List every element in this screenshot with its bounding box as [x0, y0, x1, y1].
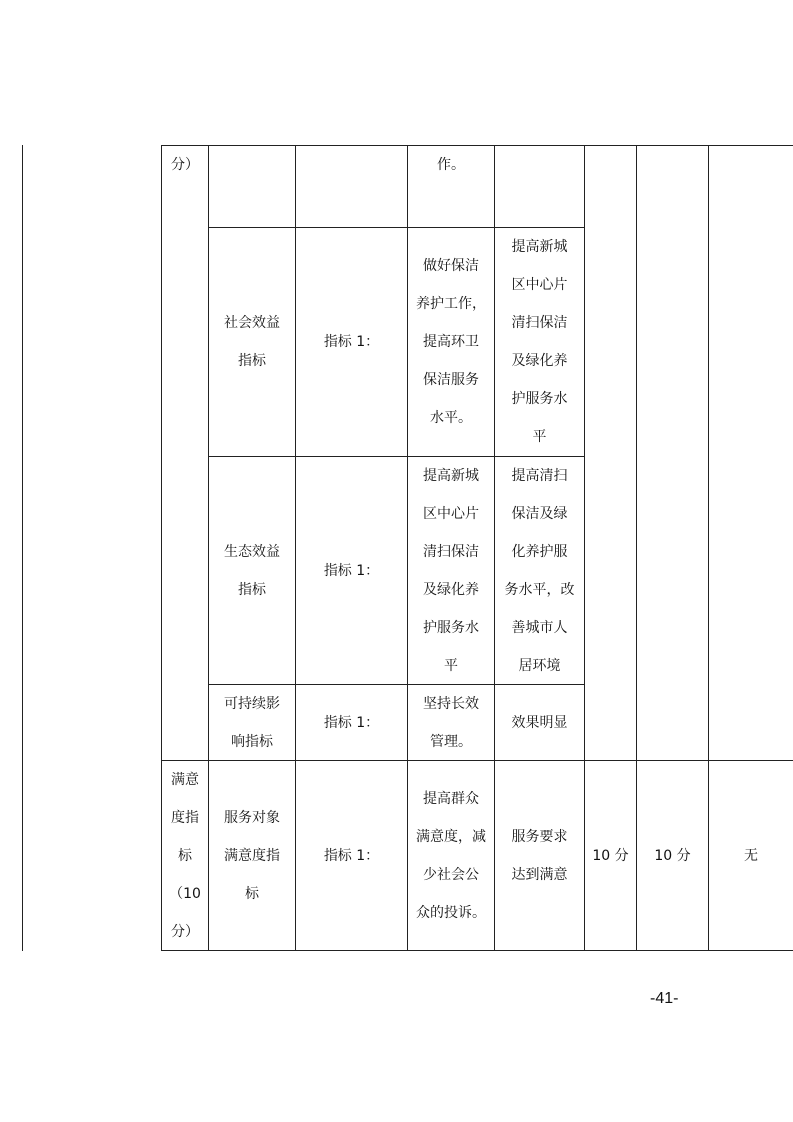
- satisfaction-sub-text: 服务对象 满意度指 标: [224, 809, 280, 902]
- satisfaction-note-text: 无: [744, 847, 758, 864]
- ecological-indicator-text: 指标 1：: [323, 562, 380, 579]
- sustainable-indicator-text: 指标 1：: [323, 714, 380, 731]
- sustainable-target-cell: [495, 685, 584, 760]
- social-sub-text: 社会效益 指标: [224, 315, 280, 369]
- satisfaction-actual-score-text: 10 分: [654, 847, 691, 864]
- sustainable-target-text: 效果明显: [511, 714, 568, 731]
- satisfaction-score-cell: [585, 761, 636, 950]
- satisfaction-category-cell: [162, 761, 208, 950]
- social-measure-text: 做好保洁 养护工作， 提高环卫 保洁服务 水平。: [416, 258, 486, 426]
- satisfaction-target-text: 服务要求 达到满意: [511, 828, 568, 883]
- continuation-category-cell: [162, 146, 208, 184]
- social-indicator-text: 指标 1：: [323, 334, 380, 350]
- left-margin-line: [22, 145, 23, 951]
- sustainable-measure-cell: [408, 685, 494, 760]
- satisfaction-category-text: 满意 度指 标 （10 分）: [169, 771, 201, 940]
- sustainable-measure-text: 坚持长效 管理。: [423, 695, 479, 750]
- satisfaction-target-cell: [495, 761, 584, 950]
- satisfaction-indicator-text: 指标 1：: [323, 847, 380, 864]
- ecological-target-text: 提高清扫 保洁及绿 化养护服 务水平，改 善城市人 居环境: [504, 467, 575, 674]
- social-sub-cell: [209, 228, 295, 456]
- continuation-measure-text: 作。: [437, 157, 465, 173]
- ecological-sub-cell: [209, 457, 295, 684]
- continuation-measure-cell: [408, 146, 494, 184]
- social-target-cell: [495, 228, 584, 456]
- row-line-bottom: [161, 950, 793, 951]
- ecological-target-cell: [495, 457, 584, 684]
- satisfaction-measure-text: 提高群众 满意度，减 少社会公 众的投诉。: [416, 790, 486, 921]
- ecological-sub-text: 生态效益 指标: [224, 543, 280, 598]
- continuation-category-text: 分）: [171, 157, 199, 173]
- social-indicator-cell: [296, 228, 407, 456]
- satisfaction-actual-score-cell: [637, 761, 708, 950]
- sustainable-indicator-cell: [296, 685, 407, 760]
- page-number: -41-: [650, 990, 679, 1007]
- ecological-measure-text: 提高新城 区中心片 清扫保洁 及绿化养 护服务水 平: [423, 467, 479, 674]
- ecological-measure-cell: [408, 457, 494, 684]
- satisfaction-note-cell: [709, 761, 793, 950]
- social-measure-cell: [408, 228, 494, 456]
- ecological-indicator-cell: [296, 457, 407, 684]
- satisfaction-measure-cell: [408, 761, 494, 950]
- satisfaction-indicator-cell: [296, 761, 407, 950]
- sustainable-sub-cell: [209, 685, 295, 760]
- satisfaction-sub-cell: [209, 761, 295, 950]
- social-target-text: 提高新城 区中心片 清扫保洁 及绿化养 护服务水 平: [511, 239, 568, 445]
- sustainable-sub-text: 可持续影 响指标: [224, 695, 280, 750]
- satisfaction-score-text: 10 分: [592, 847, 629, 864]
